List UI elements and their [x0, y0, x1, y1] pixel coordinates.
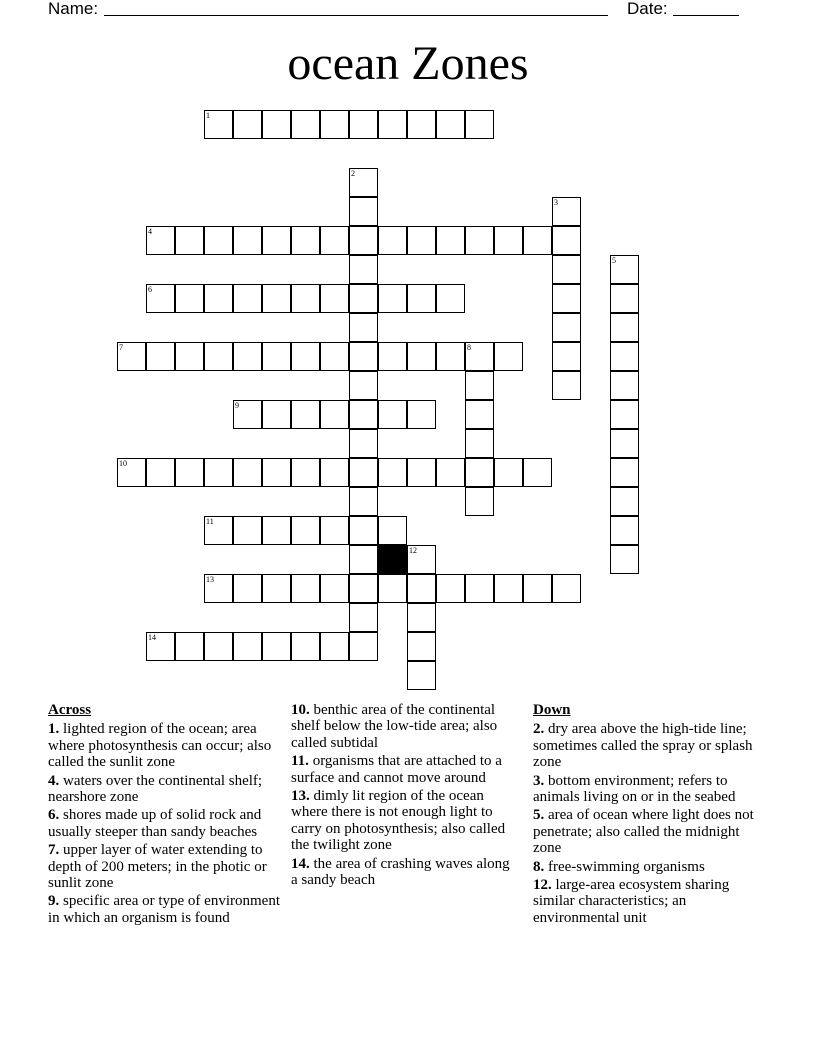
grid-cell[interactable]	[233, 110, 262, 139]
clue-down-5	[533, 807, 769, 856]
clue-number-label: 12	[409, 546, 417, 555]
grid-cell[interactable]	[378, 400, 407, 429]
grid-cell[interactable]	[494, 574, 523, 603]
grid-cell[interactable]	[349, 371, 378, 400]
grid-cell[interactable]	[610, 545, 639, 574]
grid-cell[interactable]	[320, 400, 349, 429]
grid-cell[interactable]	[494, 458, 523, 487]
clue-number: 5.	[533, 807, 545, 824]
down-clues-column	[533, 702, 769, 928]
grid-cell[interactable]	[407, 284, 436, 313]
clue-text: upper layer of water extending to depth of 200 meters; in the photic or sunlit zone	[48, 842, 267, 892]
clue-number: 11.	[291, 753, 309, 770]
grid-cell[interactable]	[262, 458, 291, 487]
grid-cell[interactable]	[610, 371, 639, 400]
grid-cell[interactable]	[204, 632, 233, 661]
clue-across-9	[48, 893, 283, 926]
grid-cell[interactable]	[465, 371, 494, 400]
grid-cell[interactable]	[204, 284, 233, 313]
clue-down-2	[533, 721, 769, 770]
grid-cell[interactable]	[291, 574, 320, 603]
grid-cell[interactable]	[407, 574, 436, 603]
clue-down-3	[533, 773, 769, 806]
clue-number: 10.	[291, 702, 310, 718]
grid-cell[interactable]	[320, 632, 349, 661]
grid-cell[interactable]	[407, 400, 436, 429]
grid-cell[interactable]	[465, 429, 494, 458]
grid-cell[interactable]	[378, 342, 407, 371]
grid-cell[interactable]	[407, 632, 436, 661]
grid-cell[interactable]	[204, 458, 233, 487]
grid-cell[interactable]	[407, 226, 436, 255]
grid-cell[interactable]	[349, 458, 378, 487]
grid-cell[interactable]	[407, 458, 436, 487]
grid-cell[interactable]	[349, 284, 378, 313]
grid-cell[interactable]	[117, 342, 146, 371]
clue-text: benthic area of the continental shelf below the low-tide area; also called subtidal	[291, 702, 498, 751]
clue-text: bottom environment; refers to animals living on or in the seabed	[533, 772, 736, 806]
grid-cell[interactable]	[291, 284, 320, 313]
clue-across-4	[48, 773, 283, 806]
clue-number: 3.	[533, 772, 545, 789]
grid-cell[interactable]	[175, 632, 204, 661]
grid-cell[interactable]	[523, 574, 552, 603]
clue-down-8	[533, 859, 769, 875]
grid-cell[interactable]	[320, 110, 349, 139]
grid-cell[interactable]	[349, 632, 378, 661]
grid-cell[interactable]	[378, 516, 407, 545]
grid-cell[interactable]	[610, 313, 639, 342]
grid-cell[interactable]	[349, 313, 378, 342]
clue-number: 14.	[291, 855, 310, 872]
grid-cell[interactable]	[407, 603, 436, 632]
grid-cell[interactable]	[262, 632, 291, 661]
date-label: Date:	[627, 0, 668, 18]
grid-cell[interactable]	[407, 661, 436, 690]
grid-cell[interactable]	[233, 458, 262, 487]
clue-across-7	[48, 842, 283, 891]
black-cell	[378, 545, 407, 574]
clue-down-12	[533, 877, 769, 926]
grid-cell[interactable]	[117, 458, 146, 487]
grid-cell[interactable]	[610, 342, 639, 371]
grid-cell[interactable]	[349, 255, 378, 284]
grid-cell[interactable]	[407, 545, 436, 574]
grid-cell[interactable]	[610, 284, 639, 313]
name-label: Name:	[48, 0, 99, 18]
clue-text: the area of crashing waves along a sandy beach	[291, 855, 510, 889]
grid-cell[interactable]	[262, 226, 291, 255]
grid-cell[interactable]	[291, 632, 320, 661]
clue-number-label: 14	[148, 633, 156, 642]
grid-cell[interactable]	[349, 168, 378, 197]
clue-text: specific area or type of environment in which an organism is found	[48, 893, 280, 926]
grid-cell[interactable]	[320, 516, 349, 545]
clue-number: 9.	[48, 893, 60, 910]
grid-cell[interactable]	[407, 110, 436, 139]
clue-text: free-swimming organisms	[548, 858, 705, 875]
clue-number-label: 6	[148, 285, 152, 294]
grid-cell[interactable]	[436, 110, 465, 139]
clue-across-6	[48, 807, 283, 840]
grid-cell[interactable]	[262, 516, 291, 545]
grid-cell[interactable]	[146, 632, 175, 661]
page-title: ocean Zones	[287, 37, 529, 90]
grid-cell[interactable]	[378, 226, 407, 255]
grid-cell[interactable]	[233, 574, 262, 603]
grid-cell[interactable]	[262, 400, 291, 429]
grid-cell[interactable]	[146, 458, 175, 487]
clue-text: area of ocean where light does not penetrate; also called the midnight zone	[533, 807, 754, 857]
grid-cell[interactable]	[610, 487, 639, 516]
grid-cell[interactable]	[233, 516, 262, 545]
grid-cell[interactable]	[146, 226, 175, 255]
grid-cell[interactable]	[523, 226, 552, 255]
grid-cell[interactable]	[552, 255, 581, 284]
grid-cell[interactable]	[436, 458, 465, 487]
grid-cell[interactable]	[349, 487, 378, 516]
grid-cell[interactable]	[233, 400, 262, 429]
grid-cell[interactable]	[233, 632, 262, 661]
clue-number-label: 5	[612, 256, 616, 265]
grid-cell[interactable]	[349, 342, 378, 371]
grid-cell[interactable]	[320, 574, 349, 603]
grid-cell[interactable]	[349, 516, 378, 545]
grid-cell[interactable]	[320, 342, 349, 371]
grid-cell[interactable]	[552, 284, 581, 313]
grid-cell[interactable]	[262, 284, 291, 313]
grid-cell[interactable]	[552, 226, 581, 255]
grid-cell[interactable]	[291, 110, 320, 139]
clue-number: 13.	[291, 788, 310, 805]
grid-cell[interactable]	[610, 400, 639, 429]
clue-number-label: 4	[148, 227, 152, 236]
clue-number: 1.	[48, 721, 60, 738]
clue-text: dry area above the high-tide line; sometimes called the spray or splash zone	[533, 721, 753, 771]
clue-text: organisms that are attached to a surface and cannot move around	[291, 753, 502, 786]
clue-number: 4.	[48, 772, 60, 789]
across-heading: Across	[48, 702, 92, 718]
grid-cell[interactable]	[349, 429, 378, 458]
grid-cell[interactable]	[610, 429, 639, 458]
clue-text: shores made up of solid rock and usually steeper than sandy beaches	[48, 807, 262, 840]
grid-cell[interactable]	[175, 226, 204, 255]
grid-cell[interactable]	[378, 574, 407, 603]
grid-cell[interactable]	[436, 342, 465, 371]
grid-cell[interactable]	[175, 342, 204, 371]
grid-cell[interactable]	[349, 226, 378, 255]
grid-cell[interactable]	[349, 574, 378, 603]
grid-cell[interactable]	[465, 458, 494, 487]
grid-cell[interactable]	[320, 226, 349, 255]
grid-cell[interactable]	[378, 284, 407, 313]
clue-text: dimly lit region of the ocean where there is not enough light to carry on photosynthesis; also called the twilight zone	[291, 788, 506, 854]
grid-cell[interactable]	[436, 284, 465, 313]
grid-cell[interactable]	[552, 197, 581, 226]
grid-cell[interactable]	[349, 545, 378, 574]
grid-cell[interactable]	[494, 342, 523, 371]
grid-cell[interactable]	[291, 458, 320, 487]
grid-cell[interactable]	[291, 342, 320, 371]
grid-cell[interactable]	[465, 342, 494, 371]
grid-cell[interactable]	[436, 574, 465, 603]
grid-cell[interactable]	[233, 284, 262, 313]
grid-cell[interactable]	[262, 574, 291, 603]
clue-number-label: 7	[119, 343, 123, 352]
clue-number: 8.	[533, 858, 545, 875]
grid-cell[interactable]	[610, 255, 639, 284]
grid-cell[interactable]	[291, 400, 320, 429]
clue-number-label: 2	[351, 169, 355, 178]
grid-cell[interactable]	[494, 226, 523, 255]
clue-number-label: 11	[206, 517, 214, 526]
clue-across-10	[291, 702, 519, 751]
clue-number-label: 13	[206, 575, 214, 584]
grid-cell[interactable]	[610, 458, 639, 487]
clue-number-label: 9	[235, 401, 239, 410]
grid-cell[interactable]	[204, 516, 233, 545]
grid-cell[interactable]	[349, 110, 378, 139]
grid-cell[interactable]	[320, 284, 349, 313]
down-heading: Down	[533, 702, 571, 718]
clue-number: 7.	[48, 842, 60, 859]
grid-cell[interactable]	[552, 313, 581, 342]
clue-number: 2.	[533, 721, 545, 738]
grid-cell[interactable]	[465, 487, 494, 516]
clue-number-label: 3	[554, 198, 558, 207]
grid-cell[interactable]	[146, 284, 175, 313]
grid-cell[interactable]	[233, 226, 262, 255]
clue-number: 12.	[533, 877, 552, 894]
clue-text: waters over the continental shelf; nearshore zone	[48, 772, 263, 806]
grid-cell[interactable]	[465, 400, 494, 429]
grid-cell[interactable]	[146, 342, 175, 371]
grid-cell[interactable]	[204, 226, 233, 255]
grid-cell[interactable]	[233, 342, 262, 371]
grid-cell[interactable]	[610, 516, 639, 545]
grid-cell[interactable]	[204, 342, 233, 371]
grid-cell[interactable]	[465, 226, 494, 255]
grid-cell[interactable]	[262, 342, 291, 371]
clue-number: 6.	[48, 807, 60, 824]
grid-cell[interactable]	[349, 400, 378, 429]
grid-cell[interactable]	[552, 574, 581, 603]
grid-cell[interactable]	[552, 371, 581, 400]
grid-cell[interactable]	[349, 197, 378, 226]
grid-cell[interactable]	[291, 226, 320, 255]
grid-cell[interactable]	[465, 110, 494, 139]
grid-cell[interactable]	[349, 603, 378, 632]
grid-cell[interactable]	[204, 574, 233, 603]
grid-cell[interactable]	[378, 110, 407, 139]
clue-across-11	[291, 753, 519, 786]
grid-cell[interactable]	[552, 342, 581, 371]
clue-number-label: 8	[467, 343, 471, 352]
clue-number-label: 10	[119, 459, 127, 468]
clue-number-label: 1	[206, 111, 210, 120]
grid-cell[interactable]	[378, 458, 407, 487]
grid-cell[interactable]	[262, 110, 291, 139]
grid-cell[interactable]	[320, 458, 349, 487]
across-clues-column-1	[48, 702, 283, 928]
grid-cell[interactable]	[523, 458, 552, 487]
clue-across-14	[291, 856, 519, 889]
grid-cell[interactable]	[407, 342, 436, 371]
clue-text: lighted region of the ocean; area where photosynthesis can occur; also called the sunlit zone	[48, 721, 272, 771]
grid-cell[interactable]	[291, 516, 320, 545]
clue-across-1	[48, 721, 283, 770]
grid-cell[interactable]	[175, 458, 204, 487]
grid-cell[interactable]	[465, 574, 494, 603]
grid-cell[interactable]	[204, 110, 233, 139]
clue-text: large-area ecosystem sharing similar characteristics; an environmental unit	[533, 877, 730, 926]
clue-across-13	[291, 788, 519, 854]
across-clues-column-2	[291, 702, 519, 890]
grid-cell[interactable]	[436, 226, 465, 255]
grid-cell[interactable]	[175, 284, 204, 313]
